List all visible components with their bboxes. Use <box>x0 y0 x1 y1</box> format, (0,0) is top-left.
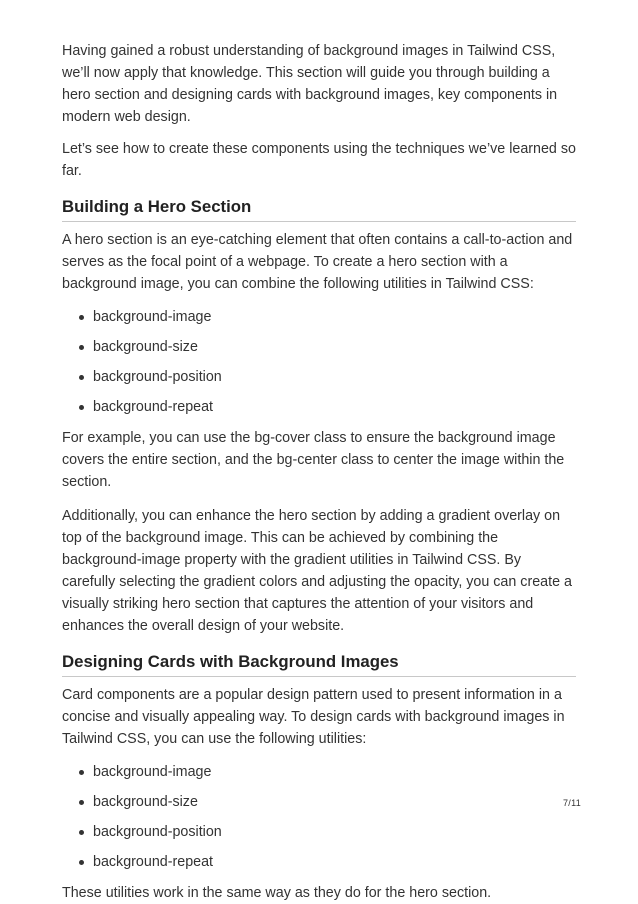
hero-additional-paragraph: Additionally, you can enhance the hero section by adding a gradient overlay on top of the background image. This can be achieved by combining the background-image property with the gradient utilities in Tailwind CSS. By carefully selecting the gradient colors and adjusting the opacity, you can create a visually striking hero section that captures the attention of your visitors and enhances the overall design of your website. <box>62 508 572 634</box>
bullet-icon <box>79 860 84 865</box>
cards-section-heading: Designing Cards with Background Images <box>62 651 576 677</box>
bullet-icon <box>79 405 84 410</box>
list-item <box>62 761 576 783</box>
list-item-label: background-size <box>93 339 198 355</box>
bullet-icon <box>79 345 84 350</box>
list-item <box>62 821 576 843</box>
bullet-icon <box>79 800 84 805</box>
list-item-label: background-image <box>93 764 212 780</box>
bullet-icon <box>79 770 84 775</box>
list-item <box>62 396 576 418</box>
cards-closing-paragraph: These utilities work in the same way as they do for the hero section. <box>62 885 492 901</box>
list-item-label: background-repeat <box>93 399 214 415</box>
page-number: 7/11 <box>563 798 582 808</box>
bullet-icon <box>79 315 84 320</box>
cards-utilities-list <box>62 761 576 873</box>
list-item-label: background-position <box>93 824 222 840</box>
bullet-icon <box>79 830 84 835</box>
bullet-icon <box>79 375 84 380</box>
hero-utilities-list <box>62 306 576 418</box>
document-page <box>62 40 576 904</box>
hero-example-paragraph: For example, you can use the bg-cover class to ensure the background image covers the entire section, and the bg-center class to center the image within the section. <box>62 430 565 490</box>
list-item <box>62 366 576 388</box>
list-item-label: background-repeat <box>93 854 214 870</box>
list-item-label: background-size <box>93 794 198 810</box>
cards-intro-paragraph: Card components are a popular design pattern used to present information in a concise and visually appealing way. To design cards with background images in Tailwind CSS, you can use the following utilities: <box>62 687 565 747</box>
list-item <box>62 336 576 358</box>
intro-paragraph-2: Let’s see how to create these components using the techniques we’ve learned so far. <box>62 141 576 179</box>
list-item <box>62 791 576 813</box>
list-item <box>62 851 576 873</box>
list-item-label: background-position <box>93 369 222 385</box>
hero-section-heading: Building a Hero Section <box>62 196 576 222</box>
list-item-label: background-image <box>93 309 212 325</box>
hero-intro-paragraph: A hero section is an eye-catching element that often contains a call-to-action and serves as the focal point of a webpage. To create a hero section with a background image, you can combine the following utilities in Tailwind CSS: <box>62 232 573 292</box>
intro-paragraph: Having gained a robust understanding of background images in Tailwind CSS, we’ll now apply that knowledge. This section will guide you through building a hero section and designing cards with background images, key components in modern web design. <box>62 43 558 125</box>
list-item <box>62 306 576 328</box>
